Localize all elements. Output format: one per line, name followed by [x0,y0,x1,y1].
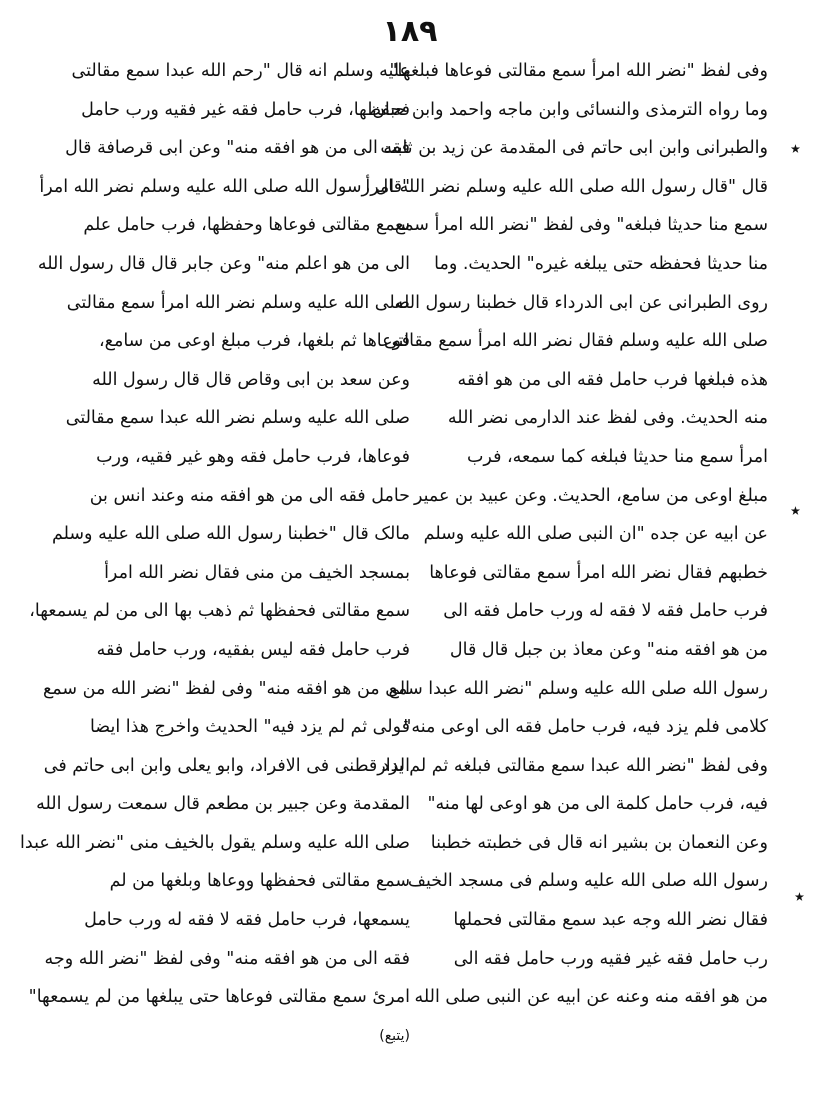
right-column-line: من هو افقه منه" وعن معاذ بن جبل قال قال [449,639,768,660]
left-column-line: یسمعها، فرب حامل فقه لا فقه له ورب حامل [84,910,410,931]
right-column-line: خطبهم فقال نضر الله امرأ سمع مقالتی فوعاها [429,562,768,583]
left-column-line: صلی الله علیه وسلم نضر الله عبدا سمع مقالتی [65,408,410,429]
left-column-line: سمع مقالتی فحفظها ثم ذهب بها الی من لم یسمعها، [29,601,410,622]
left-column-line: فقه الی من هو افقه منه" وفی لفظ "نضر الله وجه [44,948,410,969]
left-column-line: فرب حامل فقه لیس بفقیه، ورب حامل فقه [96,639,410,660]
right-column-line: امرأ سمع منا حدیثا فبلغه کما سمعه، فرب [466,446,768,467]
left-column-line: المقدمة وعن جبیر بن مطعم قال سمعت رسول الله [36,794,410,815]
right-column-line: منه الحدیث. وفی لفظ عند الدارمی نضر الله [447,408,768,429]
right-column-line: روی الطبرانی عن ابی الدرداء قال خطبنا رسول الله [394,292,768,313]
left-column-line: فوعاها ثم بلغها، فرب مبلغ اوعی من سامع، [99,331,410,352]
left-column-line: وعن سعد بن ابی وقاص قال قال رسول الله [92,369,410,390]
right-column-line: فقال نضر الله وجه عبد سمع مقالتی فحملها [453,910,768,931]
left-column-line: الی من هو اعلم منه" وعن جابر قال قال رسول الله [37,253,410,274]
right-column [365,52,768,1017]
right-column-line: والطبرانی وابن ابی حاتم فی المقدمة عن زید بن ثابت [380,138,768,159]
right-column-line: سمع منا حدیثا فبلغه" وفی لفظ "نضر الله امرأ سمع [394,215,768,236]
left-column-line: قولی ثم لم یزد فیه" الحدیث واخرج هذا ایضا [89,717,410,738]
left-column-line: صلی الله علیه وسلم یقول بالخیف منی "نضر الله عبدا [20,832,410,853]
left-column-line: (یتبع) [379,1027,410,1044]
right-column-line: فیه، فرب حامل کلمة الی من هو اوعی لها منه" [427,794,768,815]
left-column-line: فقه الی من هو افقه منه" وعن ابی قرصافة قال [65,138,410,159]
page-number: ١٨٩ [382,14,438,49]
right-column-line: صلی الله علیه وسلم فقال نضر الله امرأ سمع مقالتی [383,331,768,352]
right-column-line: وفی لفظ "نضر الله عبدا سمع مقالتی فبلغه ثم لم یزد [381,755,768,776]
right-column-line: وعن النعمان بن بشیر انه قال فی خطبته خطبنا [430,832,768,853]
right-column-line: وما رواه الترمذی والنسائی وابن ماجه واحمد وابن حبان [372,99,768,120]
margin-mark-icon: ٭ [794,884,805,908]
right-column-line: رسول الله صلی الله علیه وسلم فی مسجد الخیف [407,871,768,892]
right-column-line: فرب حامل فقه لا فقه له ورب حامل فقه الی [443,601,768,622]
left-column-line: الی من هو افقه منه" وفی لفظ "نضر الله من سمع [42,678,410,699]
right-column-line: هذه فبلغها فرب حامل فقه الی من هو افقه [457,369,768,390]
right-column-line: وفی لفظ "نضر الله امرأ سمع مقالتی فوعاها فبلغها" [389,61,768,81]
right-column-line: کلامی فلم یزد فیه، فرب حامل فقه الی اوعی منه" [403,717,768,738]
right-column-line: رسول الله صلی الله علیه وسلم "نضر الله عبدا سمع [388,678,768,699]
left-column-line: "قال رسول الله صلی الله علیه وسلم نضر الله امرأ [39,176,410,197]
right-column-line: مبلغ اوعی من سامع، الحدیث. وعن عبید بن عمیر [413,485,768,506]
right-column-line: عن ابیه عن جده "ان النبی صلی الله علیه وسلم [423,524,768,545]
margin-mark-icon: ٭ [790,498,801,522]
left-column-line: بمسجد الخیف من منی فقال نضر الله امرأ [104,562,410,583]
right-column-line: منا حدیثا فحفظه حتی یبلغه غیره" الحدیث. وما [434,253,768,274]
left-column-line: فوعاها، فرب حامل فقه وهو غیر فقیه، ورب [96,446,410,467]
left-column-line: صلی الله علیه وسلم نضر الله امرأ سمع مقالتی [66,292,410,313]
left-column-line: علیه وسلم انه قال "رحم الله عبدا سمع مقالتی [71,61,410,81]
right-column-line: رب حامل فقه غیر فقیه ورب حامل فقه الی [453,948,768,969]
left-column-line: فحفظها، فرب حامل فقه غیر فقیه ورب حامل [81,99,410,120]
right-column-line: من هو افقه منه وعنه عن ابیه عن النبی صلی الله [414,987,768,1008]
margin-mark-icon: ٭ [790,136,801,160]
left-column-line: امرئ سمع مقالتی فوعاها حتی یبلغها من لم یسمعها" [28,987,410,1008]
right-column-line: قال "قال رسول الله صلی الله علیه وسلم نضر الله امرأ [365,176,768,197]
left-column-line: الدارقطنی فی الافراد، وابو یعلی وابن ابی حاتم فی [43,755,410,776]
left-column-line: حامل فقه الی من هو افقه منه وعند انس بن [89,485,410,506]
left-column-line: سمع مقالتی فوعاها وحفظها، فرب حامل علم [83,215,410,236]
left-column [20,52,410,1055]
left-column-line: مالک قال "خطبنا رسول الله صلی الله علیه وسلم [51,524,410,545]
left-column-line: سمع مقالتی فحفظها ووعاها وبلغها من لم [109,871,410,892]
